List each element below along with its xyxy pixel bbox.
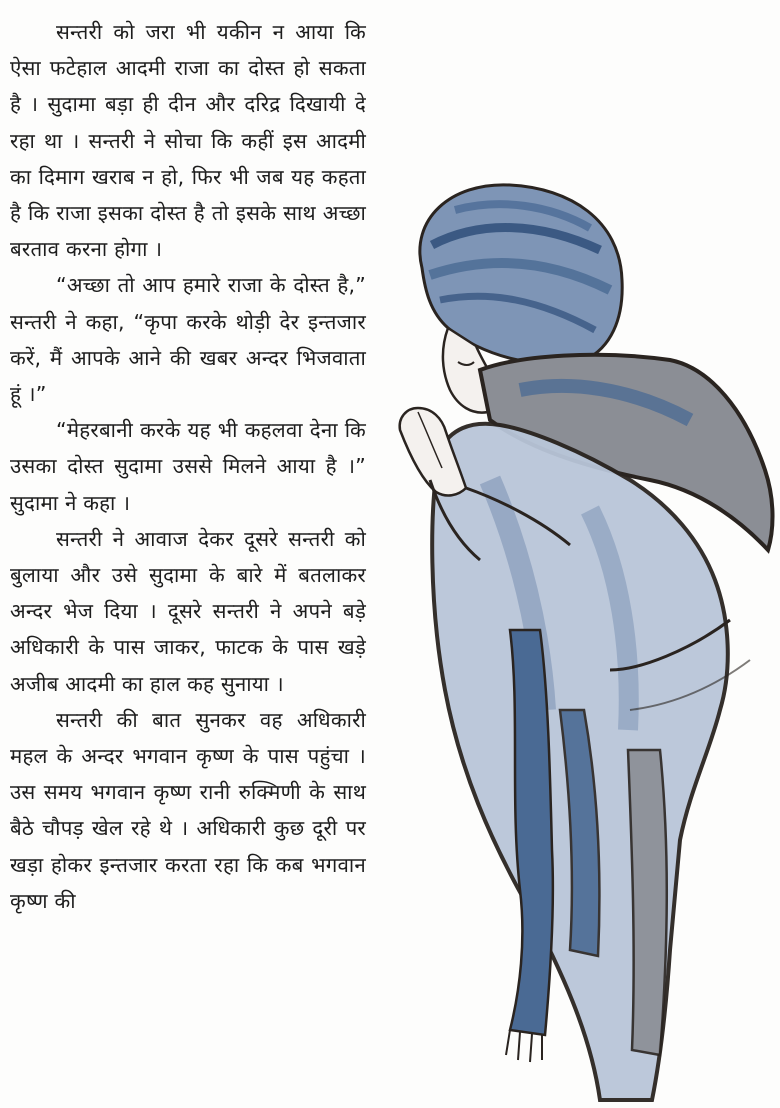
story-text [10, 14, 366, 919]
paragraph: सन्तरी ने आवाज देकर दूसरे सन्तरी को बुलाया और उसे सुदामा के बारे में बतलाकर अन्दर भेज दिया । दूसरे सन्तरी ने अपने बड़े अधिकारी के पास जाकर, फाटक के पास खड़े अजीब आदमी का हाल कह सुनाया । [10, 526, 366, 696]
sudama-illustration [370, 150, 780, 1108]
paragraph: सन्तरी की बात सुनकर वह अधिकारी महल के अन्दर भगवान कृष्ण के पास पहुंचा । उस समय भगवान कृष्ण रानी रुक्मिणी के साथ बैठे चौपड़ खेल रहे थे । अधिकारी कुछ दूरी पर खड़ा होकर इन्तजार करता रहा कि कब भगवान कृष्ण की [10, 707, 366, 913]
paragraph: “मेहरबानी करके यह भी कहलवा देना कि उसका दोस्त सुदामा उससे मिलने आया है ।” सुदामा ने कहा । [10, 418, 366, 515]
paragraph: सन्तरी को जरा भी यकीन न आया कि ऐसा फटेहाल आदमी राजा का दोस्त हो सकता है । सुदामा बड़ा ही दीन और दरिद्र दिखायी दे रहा था । सन्तरी ने सोचा कि कहीं इस आदमी का दिमाग खराब न हो, फिर भी जब यह कहता है कि राजा इसका दोस्त है तो इसके साथ अच्छा बरताव करना होगा । [10, 20, 366, 262]
paragraph: “अच्छा तो आप हमारे राजा के दोस्त है,” सन्तरी ने कहा, “कृपा करके थोड़ी देर इन्तजार करें, मैं आपके आने की खबर अन्दर भिजवाता हूं ।” [10, 273, 366, 407]
